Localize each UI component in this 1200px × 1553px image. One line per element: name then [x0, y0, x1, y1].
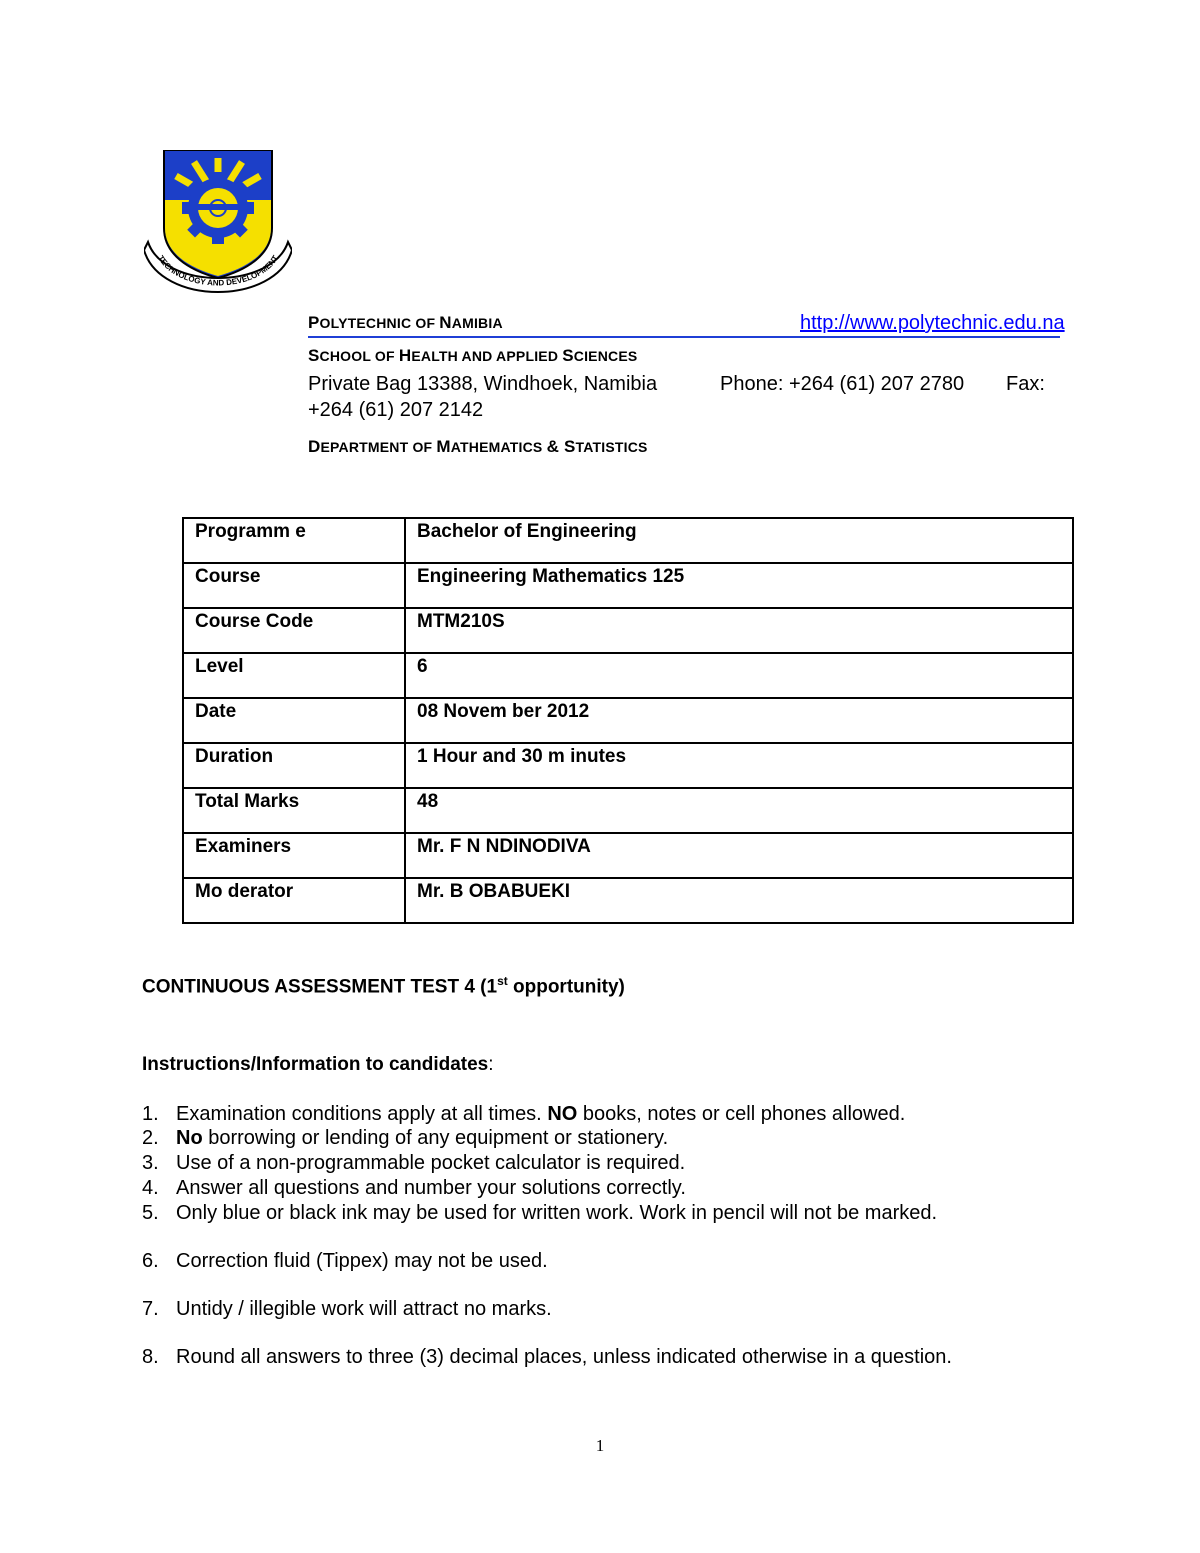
- list-item: 2. No borrowing or lending of any equipment or stationery.: [142, 1127, 669, 1149]
- row-value: 6: [405, 653, 1073, 698]
- assessment-title: CONTINUOUS ASSESSMENT TEST 4 (1st opportunity): [142, 974, 625, 998]
- row-value: Mr. F N NDINODIVA: [405, 833, 1073, 878]
- crest-motto: TECHNOLOGY AND DEVELOPMENT: [156, 253, 281, 288]
- row-label: Examiners: [183, 833, 405, 878]
- fax-label: Fax:: [1006, 373, 1045, 395]
- row-label: Course Code: [183, 608, 405, 653]
- postal-address: Private Bag 13388, Windhoek, Namibia: [308, 373, 658, 395]
- row-value: 1 Hour and 30 m inutes: [405, 743, 1073, 788]
- table-row: [183, 518, 1073, 563]
- institution-name: POLYTECHNIC OF NAMIBIA: [308, 313, 503, 332]
- list-item: 6. Correction fluid (Tippex) may not be used.: [142, 1250, 548, 1272]
- list-item: 4. Answer all questions and number your solutions correctly.: [142, 1177, 686, 1199]
- row-value: Bachelor of Engineering: [405, 518, 1073, 563]
- row-label: Programm e: [183, 518, 405, 563]
- list-item: 5. Only blue or black ink may be used for written work. Work in pencil will not be marked.: [142, 1202, 938, 1224]
- table-row: [183, 788, 1073, 833]
- row-value: 08 Novem ber 2012: [405, 698, 1073, 743]
- row-label: Course: [183, 563, 405, 608]
- row-label: Total Marks: [183, 788, 405, 833]
- row-label: Duration: [183, 743, 405, 788]
- row-value: MTM210S: [405, 608, 1073, 653]
- table-row: [183, 698, 1073, 743]
- row-label: Mo derator: [183, 878, 405, 923]
- list-item: 8. Round all answers to three (3) decimal places, unless indicated otherwise in a question.: [142, 1346, 952, 1368]
- table-row: [183, 833, 1073, 878]
- course-info-table: [182, 517, 1074, 924]
- polytechnic-crest-logo: [144, 150, 292, 310]
- row-label: Date: [183, 698, 405, 743]
- row-value: 48: [405, 788, 1073, 833]
- row-label: Level: [183, 653, 405, 698]
- instructions-heading: Instructions/Information to candidates:: [142, 1054, 494, 1075]
- row-value: Mr. B OBABUEKI: [405, 878, 1073, 923]
- fax-number: +264 (61) 207 2142: [308, 399, 484, 421]
- phone-number: Phone: +264 (61) 207 2780: [720, 373, 965, 395]
- school-name: SCHOOL OF HEALTH AND APPLIED SCIENCES: [308, 346, 638, 365]
- list-item: 7. Untidy / illegible work will attract no marks.: [142, 1298, 552, 1320]
- page-number: 1: [595, 1436, 605, 1455]
- table-row: [183, 878, 1073, 923]
- header-divider: [308, 336, 1060, 338]
- list-item: 1. Examination conditions apply at all times. NO books, notes or cell phones allowed.: [142, 1103, 906, 1125]
- list-item: 3. Use of a non-programmable pocket calculator is required.: [142, 1152, 686, 1174]
- department-name: DEPARTMENT OF MATHEMATICS & STATISTICS: [308, 437, 648, 456]
- table-row: [183, 563, 1073, 608]
- table-row: [183, 743, 1073, 788]
- table-row: [183, 608, 1073, 653]
- institution-website-link[interactable]: http://www.polytechnic.edu.na: [800, 312, 1065, 334]
- row-value: Engineering Mathematics 125: [405, 563, 1073, 608]
- table-row: [183, 653, 1073, 698]
